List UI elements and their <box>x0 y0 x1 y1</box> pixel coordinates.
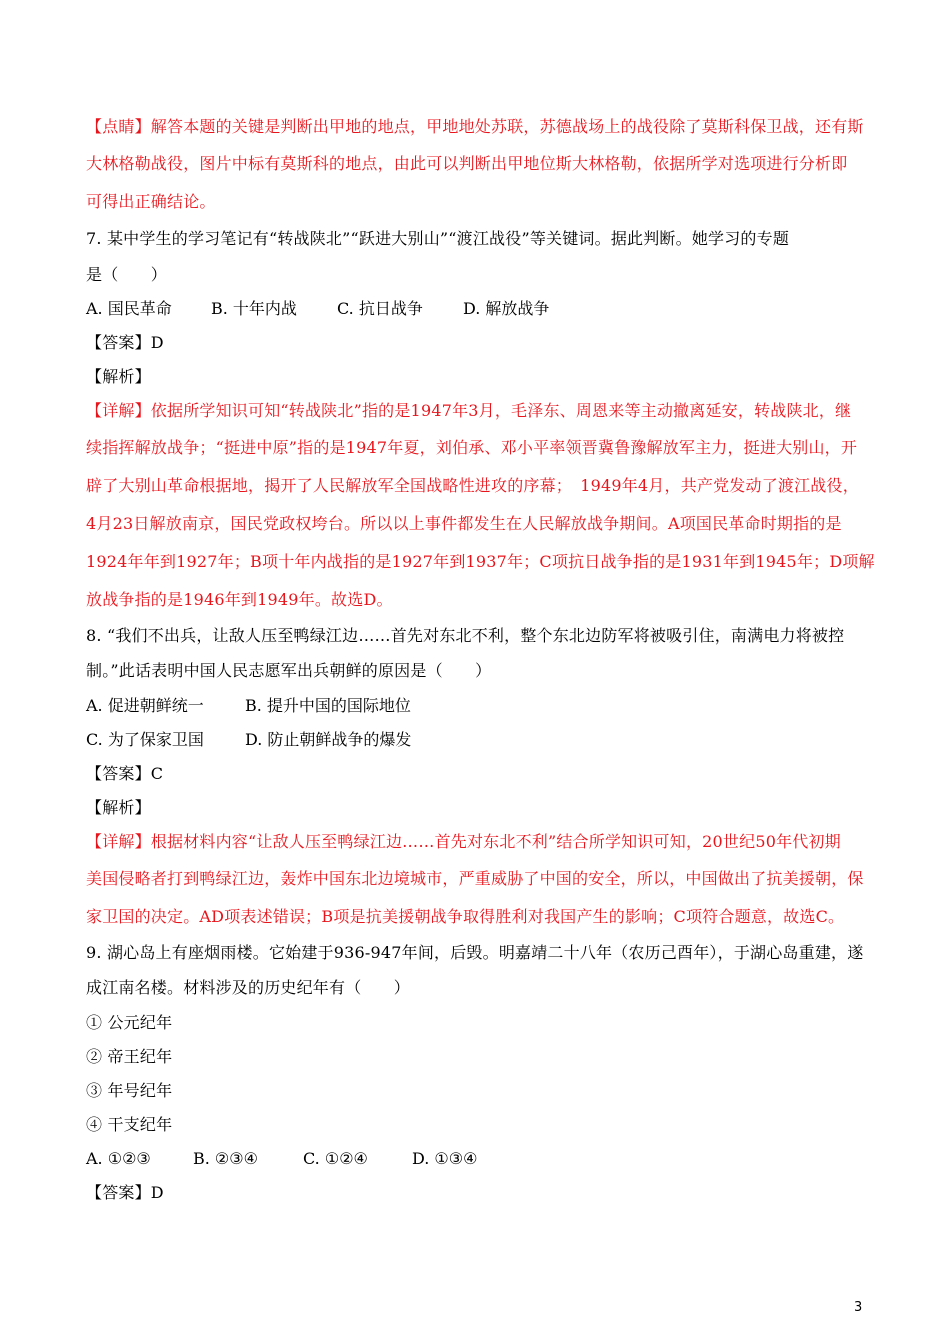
q8-option-b: B. 提升中国的国际地位 <box>245 696 411 715</box>
q9-option-a: A. ①②③ <box>86 1149 151 1168</box>
q7-detail-line-3: 辟了大别山革命根据地，揭开了人民解放军全国战略性进攻的序幕； 1949年4月，共产党发动了渡江战役， <box>86 476 859 495</box>
q8-option-c: C. 为了保家卫国 <box>86 730 204 749</box>
q8-stem-line-2: 制。”此话表明中国人民志愿军出兵朝鲜的原因是（ ） <box>86 661 492 680</box>
q7-detail-line-4: 4月23日解放南京，国民党政权垮台。所以以上事件都发生在人民解放战争期间。A项国民革命时期指的是 <box>86 514 842 533</box>
q9-option-c: C. ①②④ <box>303 1149 368 1168</box>
q8-answer: 【答案】C <box>86 764 164 783</box>
dianjing-line-3: 可得出正确结论。 <box>86 192 216 211</box>
q7-option-a: A. 国民革命 <box>86 299 172 318</box>
q9-option-d: D. ①③④ <box>412 1149 478 1168</box>
q8-stem-line-1: 8. “我们不出兵，让敌人压至鸭绿江边……首先对东北不利，整个东北边防军将被吸引住，南满电力将被控 <box>86 626 845 645</box>
q7-detail-line-2: 续指挥解放战争；“挺进中原”指的是1947年夏，刘伯承、邓小平率领晋冀鲁豫解放军主力，挺进大别山，开 <box>86 438 858 457</box>
q7-analysis-heading: 【解析】 <box>86 367 151 386</box>
page-number: 3 <box>854 1300 863 1315</box>
q9-option-b: B. ②③④ <box>193 1149 258 1168</box>
q9-item-2: ② 帝王纪年 <box>86 1047 173 1066</box>
q8-analysis-heading: 【解析】 <box>86 798 151 817</box>
q7-option-c: C. 抗日战争 <box>337 299 423 318</box>
q8-detail-line-1: 【详解】根据材料内容“让敌人压至鸭绿江边……首先对东北不利”结合所学知识可知，20世纪50年代初期 <box>86 832 841 851</box>
q8-option-d: D. 防止朝鲜战争的爆发 <box>245 730 412 749</box>
q9-item-3: ③ 年号纪年 <box>86 1081 173 1100</box>
q7-answer: 【答案】D <box>86 333 164 352</box>
q7-stem-line-2: 是（ ） <box>86 265 168 284</box>
q7-detail-line-5: 1924年年到1927年；B项十年内战指的是1927年到1937年；C项抗日战争指的是1931年到1945年；D项解 <box>86 552 875 571</box>
q7-stem-line-1: 7. 某中学生的学习笔记有“转战陕北”“跃进大别山”“渡江战役”等关键词。据此判断。她学习的专题 <box>86 229 790 248</box>
q8-detail-line-2: 美国侵略者打到鸭绿江边，轰炸中国东北边境城市，严重威胁了中国的安全，所以，中国做出了抗美援朝，保 <box>86 869 864 888</box>
q8-option-a: A. 促进朝鲜统一 <box>86 696 204 715</box>
q7-option-d: D. 解放战争 <box>463 299 550 318</box>
q9-item-1: ① 公元纪年 <box>86 1013 173 1032</box>
dianjing-line-2: 大林格勒战役，图片中标有莫斯科的地点，由此可以判断出甲地位斯大林格勒，依据所学对选项进行分析即 <box>86 154 848 173</box>
q9-answer: 【答案】D <box>86 1183 164 1202</box>
dianjing-line-1: 【点睛】解答本题的关键是判断出甲地的地点，甲地地处苏联，苏德战场上的战役除了莫斯科保卫战，还有斯 <box>86 117 864 136</box>
q9-stem-line-1: 9. 湖心岛上有座烟雨楼。它始建于936-947年间，后毁。明嘉靖二十八年（农历己酉年），于湖心岛重建，遂 <box>86 943 864 962</box>
q9-item-4: ④ 干支纪年 <box>86 1115 173 1134</box>
q7-detail-line-1: 【详解】依据所学知识可知“转战陕北”指的是1947年3月，毛泽东、周恩来等主动撤离延安，转战陕北，继 <box>86 401 852 420</box>
q9-stem-line-2: 成江南名楼。材料涉及的历史纪年有（ ） <box>86 978 411 997</box>
q8-detail-line-3: 家卫国的决定。AD项表述错误；B项是抗美援朝战争取得胜利对我国产生的影响；C项符合题意，故选C。 <box>86 907 845 926</box>
q7-option-b: B. 十年内战 <box>211 299 297 318</box>
q7-detail-line-6: 放战争指的是1946年到1949年。故选D。 <box>86 590 393 609</box>
